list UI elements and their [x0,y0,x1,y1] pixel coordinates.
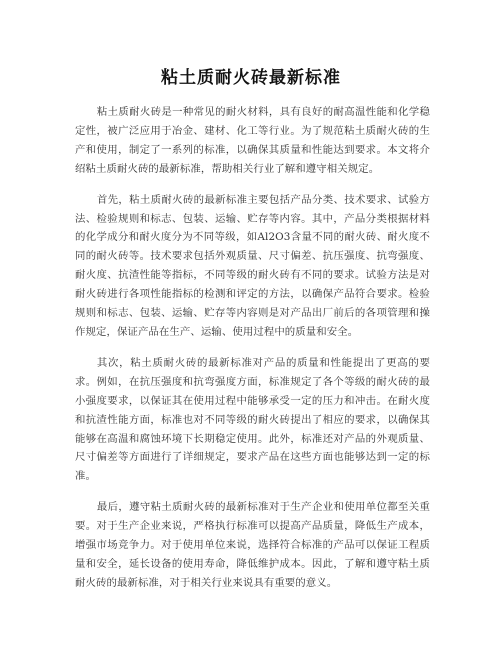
paragraph-second: 其次，粘土质耐火砖的最新标准对产品的质量和性能提出了更高的要求。例如，在抗压强度和抗弯强度方面，标准规定了各个等级的耐火砖的最小强度要求，以保证其在使用过程中能够承受一定的压力和冲击。在耐火度和抗渣性能方面，标准也对不同等级的耐火砖提出了相应的要求，以确保其能够在高温和腐蚀环境下长期稳定使用。此外，标准还对产品的外观质量、尺寸偏差等方面进行了详细规定，要求产品在这些方面也能够达到一定的标准。 [75,356,430,483]
paragraph-first: 首先，粘土质耐火砖的最新标准主要包括产品分类、技术要求、试验方法、检验规则和标志、包装、运输、贮存等内容。其中，产品分类根据材料的化学成分和耐火度分为不同等级，如Al2O3含量不同的耐火砖、耐火度不同的耐火砖等。技术要求包括外观质量、尺寸偏差、抗压强度、抗弯强度、耐火度、抗渣性能等指标，不同等级的耐火砖有不同的要求。试验方法是对耐火砖进行各项性能指标的检测和评定的方法，以确保产品符合要求。检验规则和标志、包装、运输、贮存等内容则是对产品出厂前后的各项管理和操作规定，保证产品在生产、运输、使用过程中的质量和安全。 [75,193,430,338]
document-title: 粘土质耐火砖最新标准 [161,68,341,88]
paragraph-intro: 粘土质耐火砖是一种常见的耐火材料，具有良好的耐高温性能和化学稳定性，被广泛应用于冶金、建材、化工等行业。为了规范粘土质耐火砖的生产和使用，制定了一系列的标准，以确保其质量和性能达到要求。本文将介绍粘土质耐火砖的最新标准，帮助相关行业了解和遵守相关规定。 [75,106,430,175]
document-body [75,103,430,605]
paragraph-final: 最后，遵守粘土质耐火砖的最新标准对于生产企业和使用单位都至关重要。对于生产企业来说，严格执行标准可以提高产品质量，降低生产成本，增强市场竞争力。对于使用单位来说，选择符合标准的产品可以保证工程质量和安全，延长设备的使用寿命，降低维护成本。因此，了解和遵守粘土质耐火砖的最新标准，对于相关行业来说具有重要的意义。 [75,501,430,589]
